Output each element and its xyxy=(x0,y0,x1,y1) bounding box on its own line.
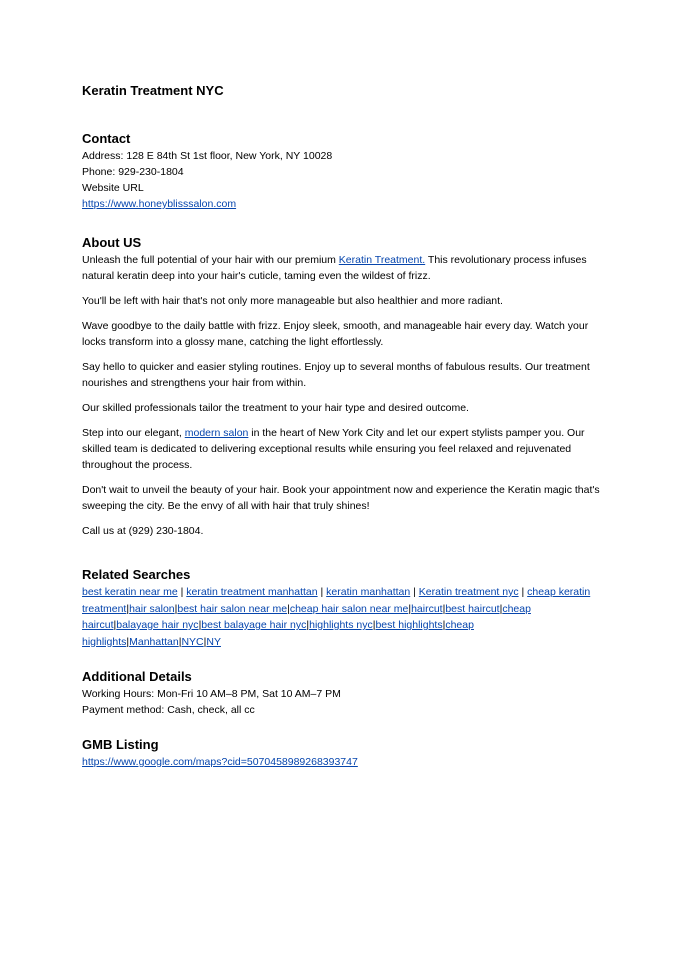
related-search-link[interactable]: balayage hair nyc xyxy=(116,619,199,631)
working-hours: Working Hours: Mon-Fri 10 AM–8 PM, Sat 10 AM–7 PM xyxy=(82,688,341,700)
about-section xyxy=(82,234,602,539)
additional-details-section xyxy=(82,668,602,718)
about-paragraph-5: Our skilled professionals tailor the treatment to your hair type and desired outcome. xyxy=(82,402,469,414)
related-search-link[interactable]: cheap highlights xyxy=(82,619,474,648)
related-searches-heading: Related Searches xyxy=(82,567,191,582)
related-search-link[interactable]: NY xyxy=(206,635,221,648)
related-search-link[interactable]: hair salon xyxy=(129,602,175,615)
related-search-link[interactable]: keratin manhattan xyxy=(326,586,411,598)
contact-address: Address: 128 E 84th St 1st floor, New York, NY 10028 xyxy=(82,150,333,162)
gmb-listing-link[interactable]: https://www.google.com/maps?cid=5070458989268393747 xyxy=(82,756,358,768)
additional-details-heading: Additional Details xyxy=(82,669,192,684)
related-searches-section xyxy=(82,566,602,650)
about-paragraph-4: Say hello to quicker and easier styling routines. Enjoy up to several months of fabulous results. Our treatment nourishes and strengthens your hair from within. xyxy=(82,361,590,389)
related-search-link[interactable]: cheap haircut xyxy=(82,602,531,631)
about-paragraph-1: Unleash the full potential of your hair with our premium Keratin Treatment. This revolutionary process infuses natural keratin deep into your hair's cuticle, taming even the wildest of frizz. xyxy=(82,254,587,282)
about-paragraph-3: Wave goodbye to the daily battle with frizz. Enjoy sleek, smooth, and manageable hair every day. Watch your locks transform into a glossy mane, catching the light effortlessly. xyxy=(82,320,589,348)
contact-website-label: Website URL xyxy=(82,182,144,194)
related-search-link[interactable]: best hair salon near me xyxy=(177,602,288,615)
contact-section xyxy=(82,130,602,212)
related-search-link[interactable]: NYC xyxy=(181,635,204,648)
gmb-listing-heading: GMB Listing xyxy=(82,737,159,752)
gmb-listing-section xyxy=(82,736,602,770)
related-search-link[interactable]: best haircut xyxy=(445,602,500,615)
related-searches-list: best keratin near me | keratin treatment manhattan | keratin manhattan | Keratin treatment nyc | cheap keratin treatment|hair salon|best hair salon near me|cheap hair salon near me|haircut|best haircut|cheap haircut|balayage hair nyc|best balayage hair nyc|highlights nyc|best highlights|cheap highlights|Manhattan|NYC|NY xyxy=(82,586,591,648)
payment-method: Payment method: Cash, check, all cc xyxy=(82,704,255,716)
document-page xyxy=(82,82,602,770)
related-search-link[interactable]: haircut xyxy=(411,602,443,615)
related-search-link[interactable]: best balayage hair nyc xyxy=(201,619,307,631)
about-paragraph-2: You'll be left with hair that's not only more manageable but also healthier and more radiant. xyxy=(82,295,503,307)
modern-salon-link[interactable]: modern salon xyxy=(184,427,249,439)
related-search-link[interactable]: keratin treatment manhattan xyxy=(186,586,318,598)
keratin-treatment-link[interactable]: Keratin Treatment. xyxy=(338,254,426,266)
website-link[interactable]: https://www.honeyblisssalon.com xyxy=(82,198,237,210)
document-title: Keratin Treatment NYC xyxy=(82,83,224,98)
related-search-link[interactable]: cheap hair salon near me xyxy=(289,602,409,615)
related-search-link[interactable]: Manhattan xyxy=(129,635,179,648)
contact-phone: Phone: 929-230-1804 xyxy=(82,166,184,178)
about-paragraph-7: Don't wait to unveil the beauty of your hair. Book your appointment now and experience the Keratin magic that's sweeping the city. Be the envy of all with hair that truly shines! xyxy=(82,484,600,512)
about-paragraph-8: Call us at (929) 230-1804. xyxy=(82,525,204,537)
about-heading: About US xyxy=(82,235,142,250)
related-search-link[interactable]: best highlights xyxy=(375,619,443,631)
contact-heading: Contact xyxy=(82,131,131,146)
related-search-link[interactable]: cheap keratin treatment xyxy=(82,586,591,615)
about-paragraph-6: Step into our elegant, modern salon in the heart of New York City and let our expert stylists pamper you. Our skilled team is dedicated to delivering exceptional results while ensuring you feel relaxed and rejuvenated throughout the process. xyxy=(82,427,585,471)
related-search-link[interactable]: Keratin treatment nyc xyxy=(418,586,519,598)
related-search-link[interactable]: best keratin near me xyxy=(82,586,178,598)
related-search-link[interactable]: highlights nyc xyxy=(309,619,373,631)
